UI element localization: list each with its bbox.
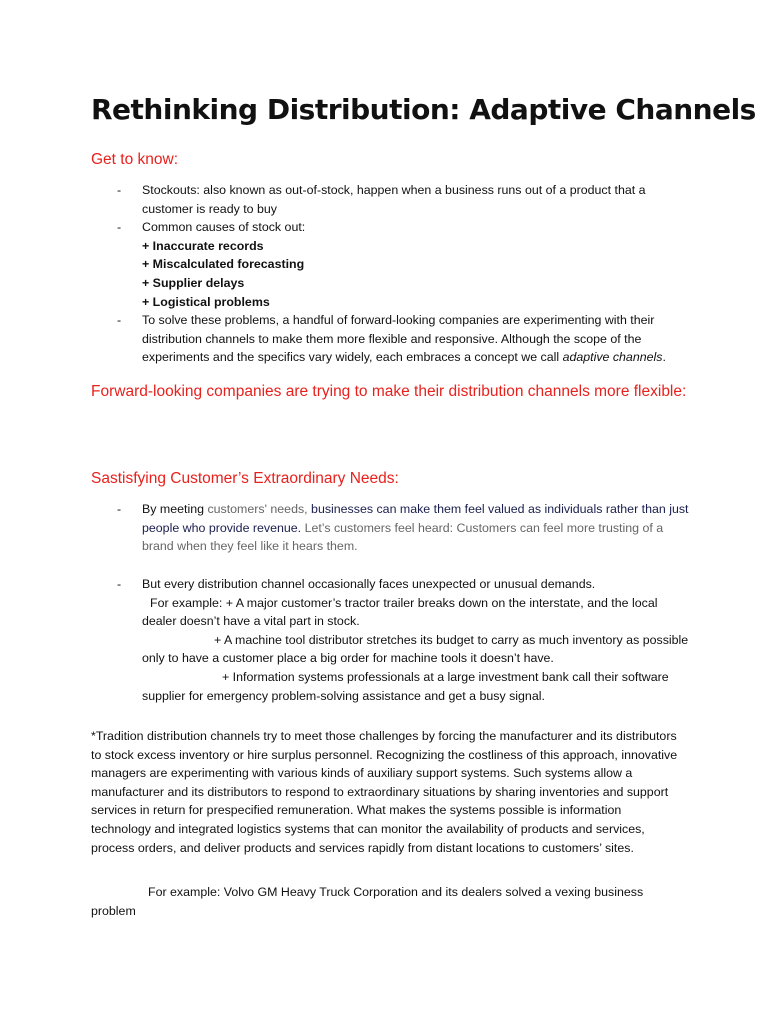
bullet-dash: - <box>117 502 122 516</box>
get-to-know-list <box>91 181 691 367</box>
feel-heard-text: Let’s customers feel heard: Customers can feel more trusting of a brand when they feel like it hears them. <box>142 520 664 554</box>
list-item <box>91 181 691 218</box>
customers-needs-text: customers' needs, <box>207 502 312 516</box>
stockouts-definition: Stockouts: also known as out-of-stock, happen when a business runs out of a product that a customer is ready to buy <box>142 183 646 216</box>
customer-needs-list-1 <box>91 500 691 556</box>
list-item <box>91 500 691 556</box>
bullet-dash: - <box>117 577 122 591</box>
solve-problems-text: To solve these problems, a handful of forward-looking companies are experimenting with their distribution channels to make them more flexible and responsive. Although the scope of the experiments and the specifics vary widely, each embraces a concept we call <box>142 313 655 365</box>
example-tractor: For example: + A major customer’s tractor trailer breaks down on the interstate, and the local dealer doesn’t have a vital part in stock. <box>142 595 658 629</box>
sentence-end: . <box>662 350 666 365</box>
unusual-demands-text: But every distribution channel occasionally faces unexpected or unusual demands. <box>142 577 596 591</box>
list-item <box>91 311 691 367</box>
forward-looking-heading: Forward-looking companies are trying to make their distribution channels more flexible: <box>91 383 687 400</box>
tradition-paragraph: *Tradition distribution channels try to meet those challenges by forcing the manufacturer and its distributors to stock excess inventory or hire surplus personnel. Recognizing the costliness of this approach, innovative managers are experimenting with various kinds of auxiliary support systems. Such systems allow a manufacturer and its distributors to respond to extraordinary situations by sharing inventories and support services in return for prespecified remuneration. What makes the systems possible is information technology and integrated logistics systems that can monitor the availability of products and services, process orders, and deliver products and services rapidly from distant locations to customers’ sites. <box>91 729 678 855</box>
adaptive-channels-term: adaptive channels <box>562 350 663 365</box>
list-item <box>91 575 691 705</box>
bullet-dash: - <box>117 220 122 235</box>
causes-intro: Common causes of stock out: <box>142 220 306 235</box>
cause-item: + Supplier delays <box>142 275 245 290</box>
cause-item: + Logistical problems <box>142 294 270 309</box>
customer-needs-heading: Sastisfying Customer’s Extraordinary Needs: <box>91 470 399 487</box>
cause-item: + Inaccurate records <box>142 238 264 253</box>
bullet-dash: - <box>117 183 122 197</box>
feel-valued-text: businesses can make them feel valued as individuals rather than just people who provide revenue. <box>142 502 689 535</box>
list-item <box>91 218 691 311</box>
example-info-systems: + Information systems professionals at a large investment bank call their software supplier for emergency problem-solving assistance and get a busy signal. <box>142 669 669 703</box>
example-machine-tool: + A machine tool distributor stretches its budget to carry as much inventory as possible only to have a customer place a big order for machine tools it doesn’t have. <box>142 632 689 666</box>
meeting-needs-text: By meeting <box>142 502 208 516</box>
get-to-know-heading: Get to know: <box>91 151 179 168</box>
volvo-example: For example: Volvo GM Heavy Truck Corporation and its dealers solved a vexing business problem <box>91 885 644 918</box>
cause-item: + Miscalculated forecasting <box>142 257 305 272</box>
bullet-dash: - <box>117 313 122 328</box>
document-title: Rethinking Distribution: Adaptive Channels <box>91 93 756 126</box>
customer-needs-list-2 <box>91 575 691 705</box>
